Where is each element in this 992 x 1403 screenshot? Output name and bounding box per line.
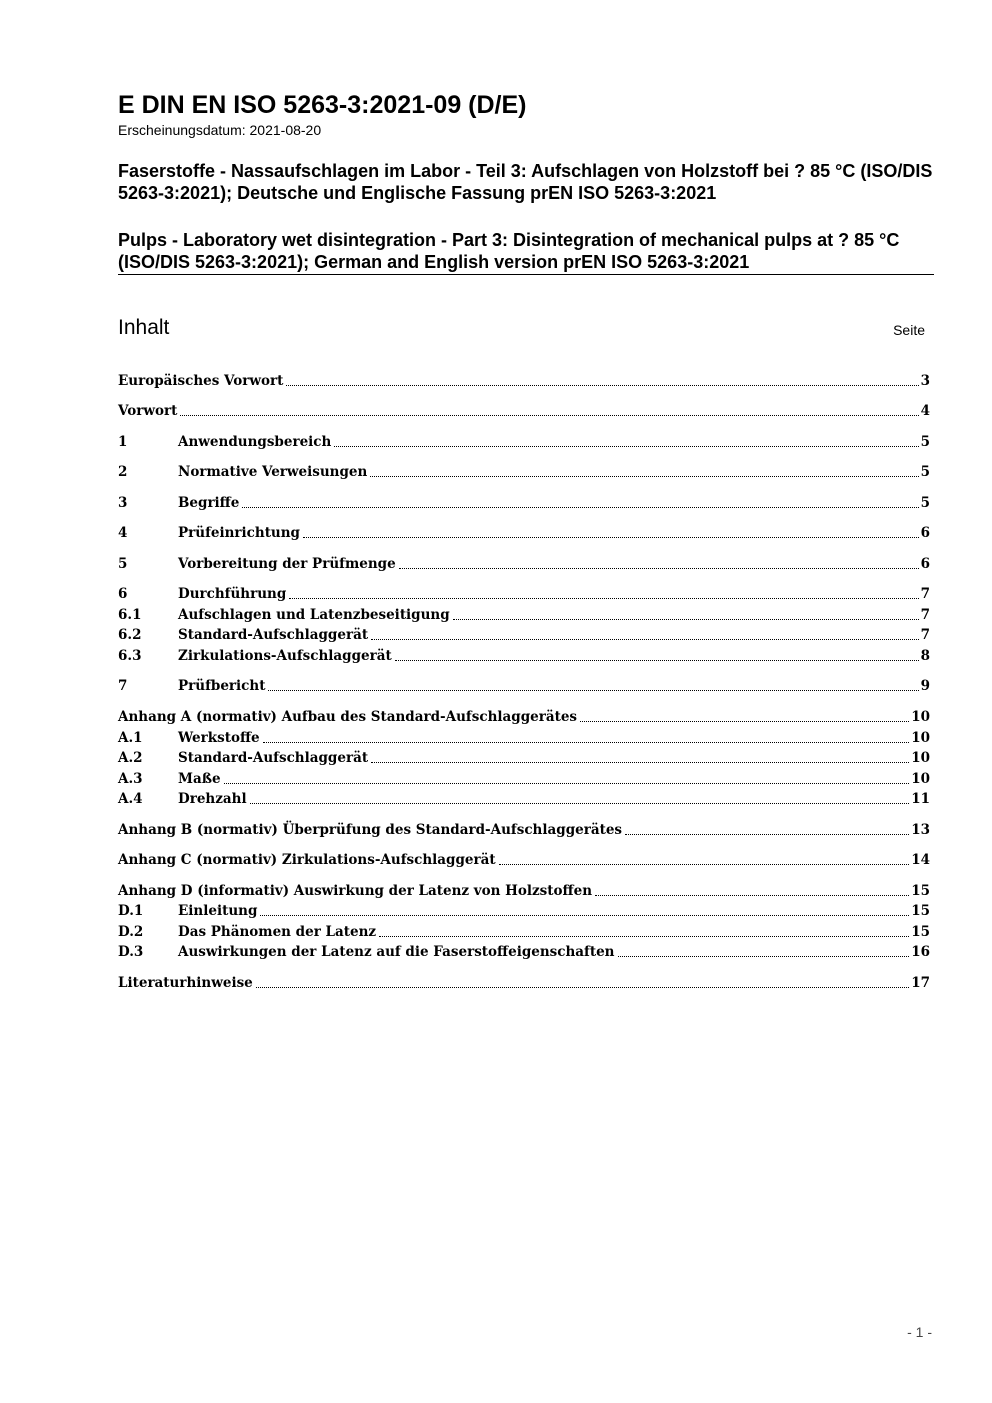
toc-entry[interactable] [118, 401, 930, 421]
toc-entry-label: Werkstoffe [178, 730, 260, 746]
toc-entry-page: 10 [911, 771, 930, 787]
toc-dot-leader [625, 834, 909, 835]
toc-entry-label: Anwendungsbereich [178, 434, 332, 450]
toc-entry-number: D.2 [118, 924, 144, 940]
toc-entry[interactable] [118, 789, 930, 809]
toc-entry-number: 6 [118, 586, 128, 602]
toc-dot-leader [250, 803, 910, 804]
toc-entry-label: Standard-Aufschlaggerät [178, 750, 369, 766]
toc-entry-label: Prüfeinrichtung [178, 525, 301, 541]
toc-entry-label: Vorbereitung der Prüfmenge [178, 556, 396, 572]
toc-dot-leader [399, 568, 919, 569]
toc-entry-page: 14 [911, 852, 930, 868]
toc-entry[interactable] [118, 625, 930, 645]
toc-entry-page: 5 [920, 464, 930, 480]
toc-dot-leader [580, 721, 909, 722]
toc-dot-leader [595, 895, 909, 896]
toc-entry[interactable] [118, 748, 930, 768]
toc-entry-number: 1 [118, 434, 128, 450]
toc-entry-label: Anhang A (normativ) Aufbau des Standard-Aufschlaggerätes [118, 709, 578, 725]
toc-dot-leader [303, 537, 919, 538]
toc-dot-leader [242, 507, 918, 508]
toc-dot-leader [395, 660, 919, 661]
toc-entry-label: Auswirkungen der Latenz auf die Faserstoffeigenschaften [178, 944, 615, 960]
toc-entry-page: 11 [911, 791, 930, 807]
toc-entry[interactable] [118, 462, 930, 482]
toc-dot-leader [371, 639, 919, 640]
toc-entry-page: 5 [920, 434, 930, 450]
title-english: Pulps - Laboratory wet disintegration - Part 3: Disintegration of mechanical pulps at ? 85 °C (ISO/DIS 5263-3:2021); German and English version prEN ISO 5263-3:2021 [118, 230, 900, 272]
toc-entry[interactable] [118, 881, 930, 901]
toc-entry-label: Zirkulations-Aufschlaggerät [178, 648, 392, 664]
toc-entry-page: 7 [920, 627, 930, 643]
toc-entry-page: 15 [911, 903, 930, 919]
toc-entry-label: Drehzahl [178, 791, 247, 807]
standard-id: E DIN EN ISO 5263-3:2021-09 (D/E) [118, 91, 527, 119]
toc-entry-label: Prüfbericht [178, 678, 266, 694]
toc-dot-leader [371, 762, 909, 763]
toc-entry-page: 10 [911, 730, 930, 746]
toc-dot-leader [618, 956, 910, 957]
toc-entry[interactable] [118, 554, 930, 574]
toc-entry-label: Anhang C (normativ) Zirkulations-Aufschlaggerät [118, 852, 496, 868]
toc-dot-leader [379, 936, 909, 937]
toc-entry[interactable] [118, 493, 930, 513]
toc-entry-number: 4 [118, 525, 128, 541]
toc-entry-label: Literaturhinweise [118, 975, 253, 991]
toc-entry[interactable] [118, 820, 930, 840]
toc-entry[interactable] [118, 922, 930, 942]
toc-entry-page: 10 [911, 709, 930, 725]
toc-entry[interactable] [118, 850, 930, 870]
toc-entry[interactable] [118, 605, 930, 625]
toc-entry[interactable] [118, 942, 930, 962]
toc-entry-page: 17 [911, 975, 930, 991]
toc-entry[interactable] [118, 676, 930, 696]
toc-entry-page: 6 [920, 525, 930, 541]
toc-entry[interactable] [118, 371, 930, 391]
toc-entry-label: Begriffe [178, 495, 240, 511]
toc-entry[interactable] [118, 523, 930, 543]
toc-dot-leader [499, 864, 910, 865]
toc-entry-label: Normative Verweisungen [178, 464, 368, 480]
toc-entry-page: 15 [911, 883, 930, 899]
toc-entry-page: 7 [920, 586, 930, 602]
header-divider [118, 274, 934, 275]
toc-entry-page: 16 [911, 944, 930, 960]
toc-entry-page: 5 [920, 495, 930, 511]
toc-dot-leader [268, 690, 918, 691]
toc-entry-number: D.1 [118, 903, 144, 919]
page-number: - 1 - [907, 1324, 932, 1340]
toc-dot-leader [370, 476, 918, 477]
toc-entry[interactable] [118, 769, 930, 789]
toc-entry-label: Das Phänomen der Latenz [178, 924, 377, 940]
toc-entry-page: 9 [920, 678, 930, 694]
toc-dot-leader [286, 385, 918, 386]
toc-entry-number: A.1 [118, 730, 143, 746]
toc-entry-number: 5 [118, 556, 128, 572]
toc-dot-leader [334, 446, 918, 447]
toc-entry-page: 7 [920, 607, 930, 623]
toc-entry-number: A.4 [118, 791, 143, 807]
toc-entry-label: Aufschlagen und Latenzbeseitigung [178, 607, 450, 623]
toc-entry-number: D.3 [118, 944, 144, 960]
toc-entry-number: A.2 [118, 750, 143, 766]
toc-dot-leader [453, 619, 919, 620]
toc-entry[interactable] [118, 707, 930, 727]
toc-entry-number: 2 [118, 464, 128, 480]
toc-dot-leader [180, 415, 918, 416]
toc-dot-leader [256, 987, 909, 988]
toc-dot-leader [289, 598, 918, 599]
toc-page-label: Seite [893, 322, 925, 338]
toc-entry[interactable] [118, 973, 930, 993]
toc-entry-label: Europäisches Vorwort [118, 373, 284, 389]
toc-entry-page: 15 [911, 924, 930, 940]
toc-entry[interactable] [118, 646, 930, 666]
toc-entry-page: 4 [920, 403, 930, 419]
toc-heading: Inhalt [118, 316, 170, 339]
toc-entry-number: 3 [118, 495, 128, 511]
toc-entry-label: Anhang D (informativ) Auswirkung der Latenz von Holzstoffen [118, 883, 593, 899]
toc-entry-label: Vorwort [118, 403, 178, 419]
toc-entry[interactable] [118, 432, 930, 452]
toc-entry-label: Anhang B (normativ) Überprüfung des Standard-Aufschlaggerätes [118, 822, 623, 838]
toc-entry-number: 6.2 [118, 627, 142, 643]
toc-entry-number: 7 [118, 678, 128, 694]
toc-entry-number: 6.1 [118, 607, 142, 623]
toc-entry[interactable] [118, 584, 930, 604]
toc-entry-label: Maße [178, 771, 221, 787]
toc-entry-number: A.3 [118, 771, 143, 787]
toc-entry-page: 8 [920, 648, 930, 664]
toc-entry[interactable] [118, 728, 930, 748]
toc-entry-page: 6 [920, 556, 930, 572]
toc-entry-page: 3 [920, 373, 930, 389]
toc-entry-label: Durchführung [178, 586, 287, 602]
title-german: Faserstoffe - Nassaufschlagen im Labor - Teil 3: Aufschlagen von Holzstoff bei ? 85 °C (ISO/DIS 5263-3:2021); Deutsche und Englische Fassung prEN ISO 5263-3:2021 [118, 161, 933, 203]
toc-entry-page: 10 [911, 750, 930, 766]
toc-entry[interactable] [118, 901, 930, 921]
toc-entry-number: 6.3 [118, 648, 142, 664]
publication-date: Erscheinungsdatum: 2021-08-20 [118, 122, 322, 138]
toc-dot-leader [224, 783, 910, 784]
toc-entry-label: Einleitung [178, 903, 258, 919]
toc-entry-label: Standard-Aufschlaggerät [178, 627, 369, 643]
toc-dot-leader [263, 742, 910, 743]
toc-entry-page: 13 [911, 822, 930, 838]
toc-dot-leader [260, 915, 909, 916]
